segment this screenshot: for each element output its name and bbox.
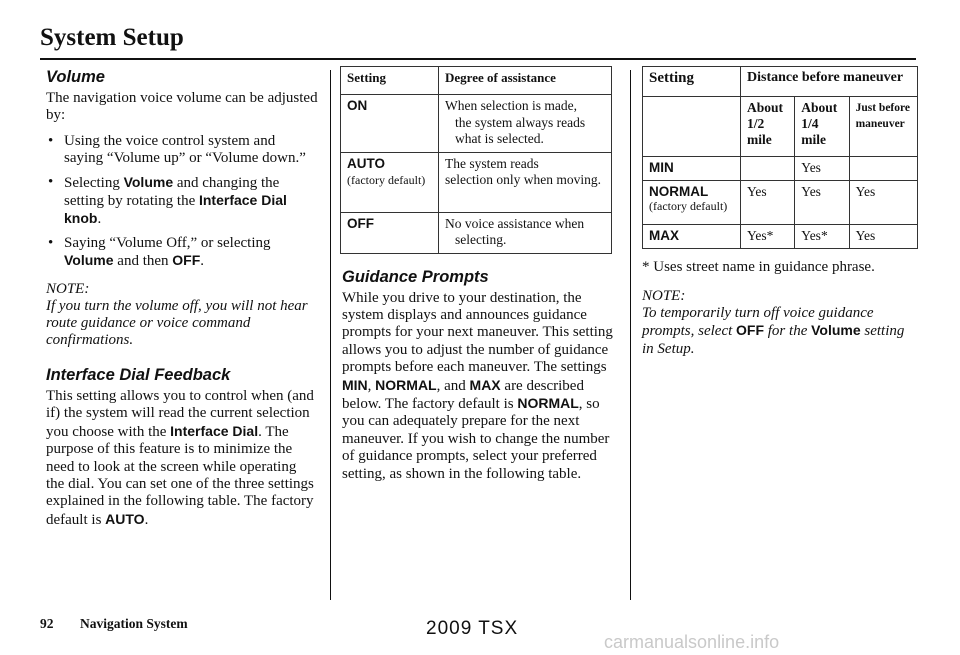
table-row	[643, 181, 918, 225]
table-header-row	[341, 67, 612, 95]
empty-cell	[643, 97, 741, 157]
guidance-prompts-text	[342, 290, 618, 483]
setting-max: MAX	[649, 228, 679, 243]
description-line: When selection is made,	[445, 98, 577, 113]
setting-on: ON	[347, 98, 368, 113]
value-cell: Yes	[795, 157, 849, 181]
description-line: selecting.	[455, 232, 507, 247]
bullet-icon: •	[48, 173, 54, 190]
note-text-part: for the	[764, 323, 812, 340]
paragraph-text: . The purpose of this feature is to minimize the need to look at the screen while operating the dial. You can set one of the three settings explained in the following table. The factory default is	[46, 423, 314, 528]
bullet-text: and changing the setting by rotating the	[64, 174, 280, 210]
setting-min: MIN	[649, 160, 674, 175]
list-item	[46, 133, 318, 168]
setting-normal: NORMAL	[649, 184, 709, 199]
bullet-icon: •	[48, 132, 54, 149]
factory-default-label: (factory default)	[347, 173, 426, 187]
off-term: OFF	[736, 322, 765, 339]
note-heading: NOTE:	[642, 288, 686, 304]
setting-off: OFF	[347, 215, 374, 231]
value-cell: Yes	[741, 181, 795, 225]
col-header-degree: Degree of assistance	[439, 67, 612, 95]
value-cell: Yes	[795, 181, 849, 225]
description-line: the system always reads what is selected.	[455, 114, 586, 146]
max-term: MAX	[469, 376, 501, 393]
paragraph-text: are described below. The factory default is	[342, 377, 584, 412]
assistance-table	[340, 66, 612, 254]
subheader-half-mile: About 1/2 mile	[741, 97, 795, 157]
note-text: If you turn the volume off, you will not hear route guidance or voice command confirmations.	[46, 297, 308, 349]
guidance-prompts-heading: Guidance Prompts	[342, 267, 489, 286]
column-divider-right	[630, 70, 631, 600]
description-line: The system reads	[445, 155, 539, 171]
setting-cell	[341, 152, 439, 212]
paragraph-text: , and	[436, 377, 470, 394]
normal-term: NORMAL	[517, 394, 579, 411]
description-cell	[439, 95, 612, 153]
note-text	[642, 305, 918, 358]
footer-model: 2009 TSX	[426, 618, 519, 639]
watermark: carmanualsonline.info	[604, 632, 780, 652]
setting-cell	[341, 212, 439, 253]
auto-term: AUTO	[105, 510, 145, 527]
paragraph-text: .	[144, 511, 149, 528]
volume-heading: Volume	[46, 68, 105, 86]
table-header-row	[643, 67, 918, 97]
normal-term: NORMAL	[375, 376, 437, 393]
setting-cell	[341, 95, 439, 153]
description-line: selection only when moving.	[445, 172, 601, 187]
subheader-quarter-mile: About 1/4 mile	[795, 97, 849, 157]
title-rule	[40, 58, 916, 60]
list-item	[46, 174, 318, 229]
interface-dial-feedback-heading: Interface Dial Feedback	[46, 365, 231, 384]
subheader-just-before: Just before maneuver	[849, 97, 917, 157]
column-2	[342, 66, 618, 491]
interface-dial-feedback-text	[46, 388, 318, 529]
table-row	[341, 212, 612, 253]
volume-term: Volume	[811, 322, 861, 339]
interface-dial-term: Interface Dial	[170, 422, 259, 439]
footnote: * Uses street name in guidance phrase.	[642, 259, 875, 275]
col-header-distance: Distance before maneuver	[741, 67, 918, 97]
setting-auto: AUTO	[347, 155, 386, 171]
note-heading: NOTE:	[46, 280, 90, 297]
column-1	[46, 66, 318, 537]
paragraph-text: , so you can adequately prepare for the next maneuver. If you wish to change the number of guidance prompts, select your preferred setting, as shown in the following table.	[342, 395, 610, 482]
page-title: System Setup	[40, 24, 184, 51]
bullet-text: .	[97, 211, 102, 228]
description-line: No voice assistance when	[445, 215, 585, 231]
table-row	[643, 225, 918, 249]
distance-table	[642, 66, 918, 249]
description-cell	[439, 152, 612, 212]
value-cell: Yes*	[795, 225, 849, 249]
bullet-text: Using the voice control system and saying “Volume up” or “Volume down.”	[64, 132, 306, 167]
bullet-text: Selecting	[64, 174, 124, 191]
footer-section-title: Navigation System	[80, 616, 188, 631]
note-text-part: setting in Setup.	[642, 323, 905, 357]
col-header-setting: Setting	[341, 67, 439, 95]
min-term: MIN	[342, 376, 368, 393]
interface-dial-knob-term: Interface Dial knob	[64, 192, 287, 227]
value-cell: Yes	[849, 181, 917, 225]
description-cell	[439, 212, 612, 253]
list-item	[46, 235, 318, 271]
value-cell	[849, 157, 917, 181]
value-cell: Yes	[849, 225, 917, 249]
paragraph-text: While you drive to your destination, the system displays and announces guidance prompts for your next maneuver. This setting allows you to adjust the number of guidance prompts before each maneuver. The settings	[342, 289, 613, 376]
bullet-text: .	[200, 253, 205, 270]
bullet-text: and then	[113, 253, 173, 270]
factory-default-label: (factory default)	[649, 199, 728, 213]
column-divider-left	[330, 70, 331, 600]
table-subheader-row	[643, 97, 918, 157]
page-number: 92	[40, 616, 54, 631]
off-term: OFF	[172, 252, 201, 269]
col-header-setting: Setting	[643, 67, 741, 97]
paragraph-text: This setting allows you to control when (and if) the system will read the current selection you choose with the	[46, 387, 314, 440]
bullet-icon: •	[48, 234, 54, 251]
setting-cell	[643, 157, 741, 181]
table-row	[341, 152, 612, 212]
bullet-text: Saying “Volume Off,” or selecting	[64, 234, 271, 251]
value-cell: Yes*	[741, 225, 795, 249]
value-cell	[741, 157, 795, 181]
column-3	[642, 66, 918, 358]
volume-term: Volume	[64, 252, 114, 269]
setting-cell	[643, 181, 741, 225]
volume-intro: The navigation voice volume can be adjusted by:	[46, 90, 318, 124]
table-row	[643, 157, 918, 181]
setting-cell	[643, 225, 741, 249]
paragraph-text: ,	[367, 377, 376, 394]
volume-methods-list	[46, 133, 318, 271]
volume-term: Volume	[123, 173, 174, 190]
note-text-part: To temporarily turn off voice guidance prompts, select	[642, 305, 874, 340]
table-row	[341, 95, 612, 153]
